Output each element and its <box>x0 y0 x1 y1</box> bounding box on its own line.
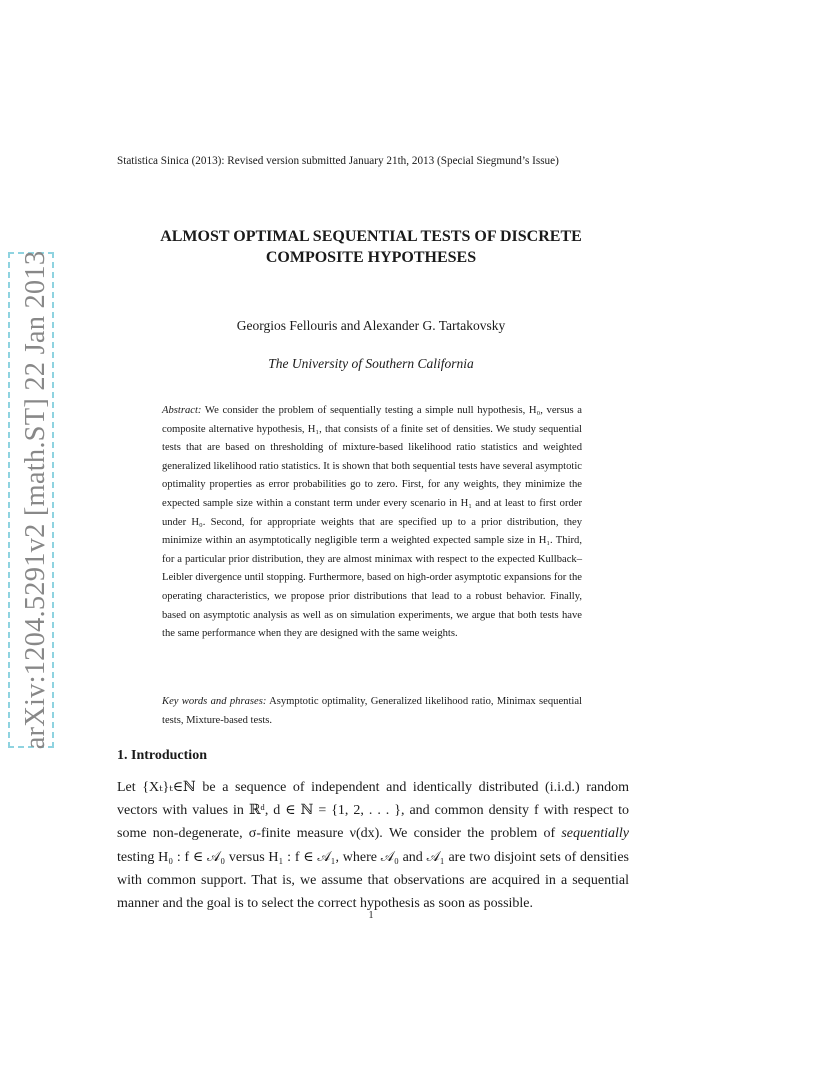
arxiv-identifier: arXiv:1204.5291v2 [math.ST] 22 Jan 2013 <box>20 250 51 750</box>
intro-text-part-1: Let {Xₜ}ₜ∈ℕ be a sequence of independent and identically distributed (i.i.d.) random vectors with values in ℝᵈ, d ∈ ℕ = {1, 2, . . . }, and common density f with respect to some non-degenerate, σ-finite measure ν(dx). We consider the problem of <box>117 780 629 842</box>
keywords-text: Asymptotic optimality, Generalized likelihood ratio, Minimax sequential tests, Mixture-based tests. <box>162 696 582 726</box>
title-line-1: ALMOST OPTIMAL SEQUENTIAL TESTS OF DISCRETE <box>160 228 582 245</box>
abstract <box>162 402 582 644</box>
page-number: 1 <box>368 910 374 921</box>
authors: Georgios Fellouris and Alexander G. Tartakovsky <box>236 318 506 333</box>
abstract-label: Abstract: <box>162 405 202 416</box>
introduction-paragraph <box>117 776 629 915</box>
keywords-label: Key words and phrases: <box>162 696 267 707</box>
intro-emphasis: sequentially <box>561 826 629 842</box>
affiliation: The University of Southern California <box>268 356 474 371</box>
intro-text-part-2: testing H₀ : f ∈ 𝒜₀ versus H₁ : f ∈ 𝒜₁, where 𝒜₀ and 𝒜₁ are two disjoint sets of densities with common support. That is, we assume that observations are acquired in a sequential manner and the goal is to select the correct hypothesis as soon as possible. <box>117 849 629 912</box>
paper-title <box>100 226 642 268</box>
abstract-text: We consider the problem of sequentially testing a simple null hypothesis, H₀, versus a composite alternative hypothesis, H₁, that consists of a finite set of densities. We study sequential tests that are based on thresholding of mixture-based likelihood ratio statistics and weighted generalized likelihood ratio statistics. It is shown that both sequential tests have several asymptotic optimality properties as error probabilities go to zero. First, for any weights, they minimize the expected sample size within a constant term under every scenario in H₁ and at least to first order under H₀. Second, for appropriate weights that are specified up to a prior distribution, they minimize within an asymptotically negligible term a weighted expected sample size in H₁. Third, for a particular prior distribution, they are almost minimax with respect to the expected Kullback–Leibler divergence until stopping. Furthermore, based on high-order asymptotic expansions for the operating characteristics, we propose prior distributions that lead to a robust behavior. Finally, based on asymptotic analysis as well as on simulation experiments, we argue that both tests have the same performance when they are designed with the same weights. <box>162 405 582 640</box>
title-line-2: COMPOSITE HYPOTHESES <box>265 249 477 266</box>
journal-header: Statistica Sinica (2013): Revised version submitted January 21th, 2013 (Special Siegmund’s Issue) <box>117 155 559 167</box>
keywords <box>162 693 582 730</box>
section-heading: 1. Introduction <box>117 748 207 763</box>
